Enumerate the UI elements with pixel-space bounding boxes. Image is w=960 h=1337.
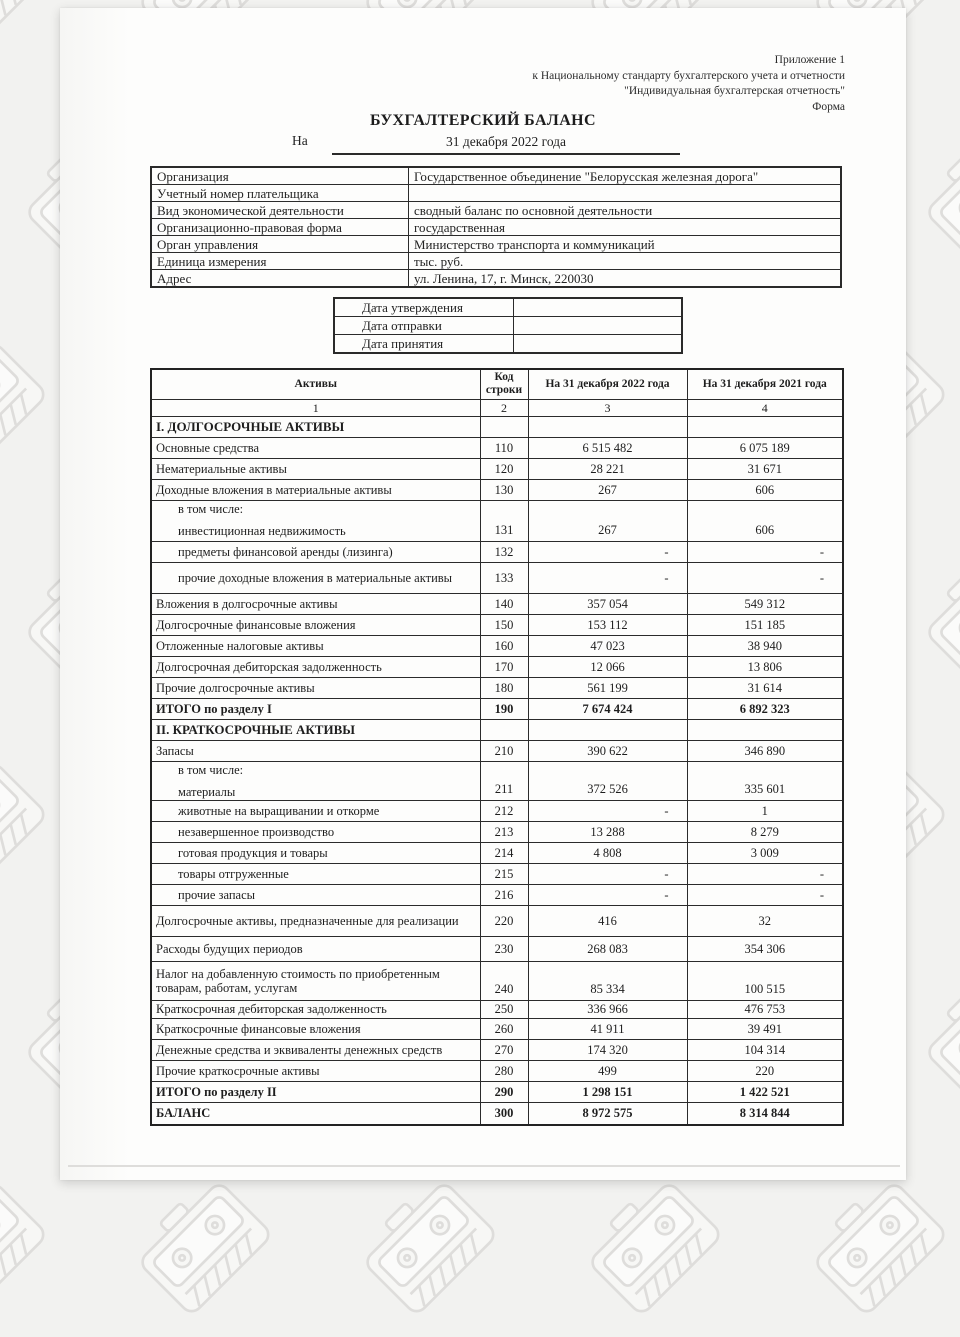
value-2022: 4 808 [528, 843, 687, 864]
device-watermark-icon [797, 1165, 960, 1337]
balance-row [151, 636, 843, 657]
header-row [151, 369, 843, 399]
value-2022: 85 334 [528, 962, 687, 1001]
dates-table [333, 297, 683, 354]
value-2021: 606 [687, 480, 843, 501]
row-label: материалы [178, 784, 236, 799]
value-2021: 476 753 [687, 1001, 843, 1019]
column-number: 3 [528, 399, 687, 417]
row-label: готовая продукция и товары [151, 843, 480, 864]
device-watermark-icon [909, 955, 960, 1128]
date-row-value [514, 317, 683, 335]
balance-row [151, 1001, 843, 1019]
row-label: инвестиционная недвижимость [178, 523, 346, 538]
org-row [151, 236, 841, 253]
row-label: прочие запасы [151, 885, 480, 906]
org-row-label: Организационно-правовая форма [151, 219, 409, 236]
column-number-row [151, 399, 843, 417]
appendix-line: Форма [812, 100, 845, 113]
row-label: Нематериальные активы [151, 459, 480, 480]
value-2022: - [528, 542, 687, 563]
value-2022: 13 288 [528, 822, 687, 843]
appendix-line: к Национальному стандарту бухгалтерского учета и отчетности [532, 69, 845, 82]
row-label: Прочие краткосрочные активы [151, 1061, 480, 1082]
section-row [151, 720, 843, 741]
org-row [151, 167, 841, 185]
org-row-label: Организация [151, 167, 409, 185]
empty-cell [528, 720, 687, 741]
row-code: 290 [480, 1082, 528, 1103]
section-label: II. КРАТКОСРОЧНЫЕ АКТИВЫ [151, 720, 480, 741]
value-2021: - [687, 563, 843, 594]
row-code: 250 [480, 1001, 528, 1019]
row-code: 300 [480, 1103, 528, 1125]
empty-cell [528, 417, 687, 438]
empty-cell [687, 720, 843, 741]
row-label: товары отгруженные [151, 864, 480, 885]
row-label: ИТОГО по разделу I [151, 699, 480, 720]
value-2021: 6 892 323 [687, 699, 843, 720]
row-label: предметы финансовой аренды (лизинга) [151, 542, 480, 563]
balance-row [151, 1061, 843, 1082]
device-watermark-icon [0, 325, 69, 498]
row-code: 170 [480, 657, 528, 678]
org-row-value: Государственное объединение "Белорусская железная дорога" [409, 167, 842, 185]
column-header: Код строки [480, 369, 528, 399]
column-header: Активы [151, 369, 480, 399]
row-code: 133 [480, 563, 528, 594]
balance-row [151, 615, 843, 636]
column-header: На 31 декабря 2021 года [687, 369, 843, 399]
org-row-label: Адрес [151, 270, 409, 288]
organization-info-table [150, 166, 842, 288]
column-number: 2 [480, 399, 528, 417]
balance-row [151, 885, 843, 906]
total-row [151, 1082, 843, 1103]
org-row [151, 219, 841, 236]
row-code: 260 [480, 1019, 528, 1040]
value-2022: 41 911 [528, 1019, 687, 1040]
row-label: Расходы будущих периодов [151, 937, 480, 962]
org-row-label: Единица измерения [151, 253, 409, 270]
value-2021: 346 890 [687, 741, 843, 762]
value-2022: 174 320 [528, 1040, 687, 1061]
appendix-note [532, 53, 845, 115]
row-code: 280 [480, 1061, 528, 1082]
device-watermark-icon [122, 1165, 295, 1337]
value-2021: 220 [687, 1061, 843, 1082]
empty-cell [687, 417, 843, 438]
balance-row [151, 480, 843, 501]
row-code: 270 [480, 1040, 528, 1061]
balance-row [151, 563, 843, 594]
device-watermark-icon [0, 1165, 69, 1337]
date-row-label: Дата принятия [334, 335, 514, 354]
empty-cell [480, 720, 528, 741]
row-label: незавершенное производство [151, 822, 480, 843]
balance-row [151, 542, 843, 563]
value-2022: 47 023 [528, 636, 687, 657]
empty-cell [480, 417, 528, 438]
value-2022: 357 054 [528, 594, 687, 615]
value-2022: 153 112 [528, 615, 687, 636]
value-2021: 6 075 189 [687, 438, 843, 459]
value-2021: 104 314 [687, 1040, 843, 1061]
value-2022: - [528, 864, 687, 885]
device-watermark-icon [909, 535, 960, 708]
date-row [334, 335, 682, 354]
report-date: 31 декабря 2022 года [332, 130, 680, 155]
row-code: 131 [480, 501, 528, 542]
row-label: Доходные вложения в материальные активы [151, 480, 480, 501]
row-code: 130 [480, 480, 528, 501]
balance-row [151, 459, 843, 480]
org-row-value: ул. Ленина, 17, г. Минск, 220030 [409, 270, 842, 288]
value-2021: 13 806 [687, 657, 843, 678]
row-label: прочие доходные вложения в материальные активы [151, 563, 480, 594]
date-row-value [514, 298, 683, 317]
balance-row [151, 501, 843, 542]
appendix-line: Приложение 1 [774, 54, 845, 66]
device-watermark-icon [572, 1165, 745, 1337]
date-row [334, 298, 682, 317]
value-2021: 8 314 844 [687, 1103, 843, 1125]
value-2022: - [528, 801, 687, 822]
row-code: 210 [480, 741, 528, 762]
org-row [151, 270, 841, 288]
value-2022: 12 066 [528, 657, 687, 678]
org-row-value: сводный баланс по основной деятельности [409, 202, 842, 219]
org-row [151, 253, 841, 270]
row-label: животные на выращивании и откорме [151, 801, 480, 822]
value-2022: 390 622 [528, 741, 687, 762]
row-code: 213 [480, 822, 528, 843]
section-label: I. ДОЛГОСРОЧНЫЕ АКТИВЫ [151, 417, 480, 438]
row-label-cell [151, 762, 480, 801]
org-row [151, 202, 841, 219]
value-2022: 7 674 424 [528, 699, 687, 720]
row-code: 215 [480, 864, 528, 885]
row-label: БАЛАНС [151, 1103, 480, 1125]
value-2022: 28 221 [528, 459, 687, 480]
row-code: 216 [480, 885, 528, 906]
value-2022: 267 [528, 501, 687, 542]
value-2021: 39 491 [687, 1019, 843, 1040]
row-code: 120 [480, 459, 528, 480]
balance-row [151, 801, 843, 822]
row-label: Денежные средства и эквиваленты денежных средств [151, 1040, 480, 1061]
row-code: 190 [480, 699, 528, 720]
section-row [151, 417, 843, 438]
device-watermark-icon [0, 745, 69, 918]
value-2021: 1 422 521 [687, 1082, 843, 1103]
value-2021: 1 [687, 801, 843, 822]
row-code: 214 [480, 843, 528, 864]
balance-row [151, 594, 843, 615]
row-label: Краткосрочная дебиторская задолженность [151, 1001, 480, 1019]
column-number: 4 [687, 399, 843, 417]
row-code: 150 [480, 615, 528, 636]
value-2021: 100 515 [687, 962, 843, 1001]
value-2022: 1 298 151 [528, 1082, 687, 1103]
column-number: 1 [151, 399, 480, 417]
balance-row [151, 741, 843, 762]
value-2022: 561 199 [528, 678, 687, 699]
balance-row [151, 843, 843, 864]
value-2021: 31 614 [687, 678, 843, 699]
value-2022: - [528, 563, 687, 594]
row-label: Долгосрочная дебиторская задолженность [151, 657, 480, 678]
value-2021: - [687, 864, 843, 885]
balance-row [151, 762, 843, 801]
value-2021: 151 185 [687, 615, 843, 636]
document-page [60, 8, 906, 1180]
row-prefix: в том числе: [178, 763, 244, 777]
value-2022: 8 972 575 [528, 1103, 687, 1125]
row-code: 230 [480, 937, 528, 962]
date-row [334, 317, 682, 335]
row-code: 132 [480, 542, 528, 563]
scan-artifact-line [68, 1165, 900, 1167]
row-code: 211 [480, 762, 528, 801]
device-watermark-icon [347, 1165, 520, 1337]
row-label: Вложения в долгосрочные активы [151, 594, 480, 615]
row-label: Отложенные налоговые активы [151, 636, 480, 657]
value-2022: 416 [528, 906, 687, 937]
value-2022: 499 [528, 1061, 687, 1082]
row-prefix: в том числе: [178, 502, 244, 516]
row-code: 212 [480, 801, 528, 822]
value-2022: 372 526 [528, 762, 687, 801]
date-row-value [514, 335, 683, 354]
org-row-label: Учетный номер плательщика [151, 185, 409, 202]
value-2021: 8 279 [687, 822, 843, 843]
row-label-cell [151, 501, 480, 542]
org-row-label: Вид экономической деятельности [151, 202, 409, 219]
balance-row [151, 657, 843, 678]
org-row-value: государственная [409, 219, 842, 236]
org-row-label: Орган управления [151, 236, 409, 253]
balance-sheet-table [150, 368, 844, 1126]
value-2021: - [687, 885, 843, 906]
appendix-line: "Индивидуальная бухгалтерская отчетность" [624, 85, 845, 97]
row-code: 180 [480, 678, 528, 699]
row-label: Запасы [151, 741, 480, 762]
row-label: Краткосрочные финансовые вложения [151, 1019, 480, 1040]
balance-row [151, 438, 843, 459]
row-code: 140 [480, 594, 528, 615]
value-2021: 3 009 [687, 843, 843, 864]
row-label: Основные средства [151, 438, 480, 459]
value-2021: 354 306 [687, 937, 843, 962]
row-label: ИТОГО по разделу II [151, 1082, 480, 1103]
value-2021: 335 601 [687, 762, 843, 801]
value-2022: 6 515 482 [528, 438, 687, 459]
org-row-value: Министерство транспорта и коммуникаций [409, 236, 842, 253]
value-2021: 549 312 [687, 594, 843, 615]
value-2022: 336 966 [528, 1001, 687, 1019]
balance-row [151, 962, 843, 1001]
row-code: 220 [480, 906, 528, 937]
document-title: БУХГАЛТЕРСКИЙ БАЛАНС [370, 112, 596, 129]
org-row-value [409, 185, 842, 202]
value-2021: 38 940 [687, 636, 843, 657]
column-header: На 31 декабря 2022 года [528, 369, 687, 399]
org-row-value: тыс. руб. [409, 253, 842, 270]
balance-row [151, 937, 843, 962]
row-code: 240 [480, 962, 528, 1001]
total-row [151, 1103, 843, 1125]
org-row [151, 185, 841, 202]
value-2022: 268 083 [528, 937, 687, 962]
row-code: 110 [480, 438, 528, 459]
balance-row [151, 906, 843, 937]
value-2021: - [687, 542, 843, 563]
device-watermark-icon [0, 0, 69, 77]
date-row-label: Дата утверждения [334, 298, 514, 317]
balance-row [151, 1040, 843, 1061]
row-label: Долгосрочные активы, предназначенные для реализации [151, 906, 480, 937]
balance-row [151, 822, 843, 843]
balance-row [151, 678, 843, 699]
value-2022: - [528, 885, 687, 906]
date-row-label: Дата отправки [334, 317, 514, 335]
value-2021: 606 [687, 501, 843, 542]
row-label: Прочие долгосрочные активы [151, 678, 480, 699]
value-2021: 32 [687, 906, 843, 937]
value-2021: 31 671 [687, 459, 843, 480]
balance-row [151, 864, 843, 885]
row-label: Налог на добавленную стоимость по приобретенным товарам, работам, услугам [151, 962, 480, 1001]
row-label: Долгосрочные финансовые вложения [151, 615, 480, 636]
balance-row [151, 1019, 843, 1040]
total-row [151, 699, 843, 720]
value-2022: 267 [528, 480, 687, 501]
device-watermark-icon [909, 115, 960, 288]
date-prefix-label: На [292, 133, 308, 148]
row-code: 160 [480, 636, 528, 657]
